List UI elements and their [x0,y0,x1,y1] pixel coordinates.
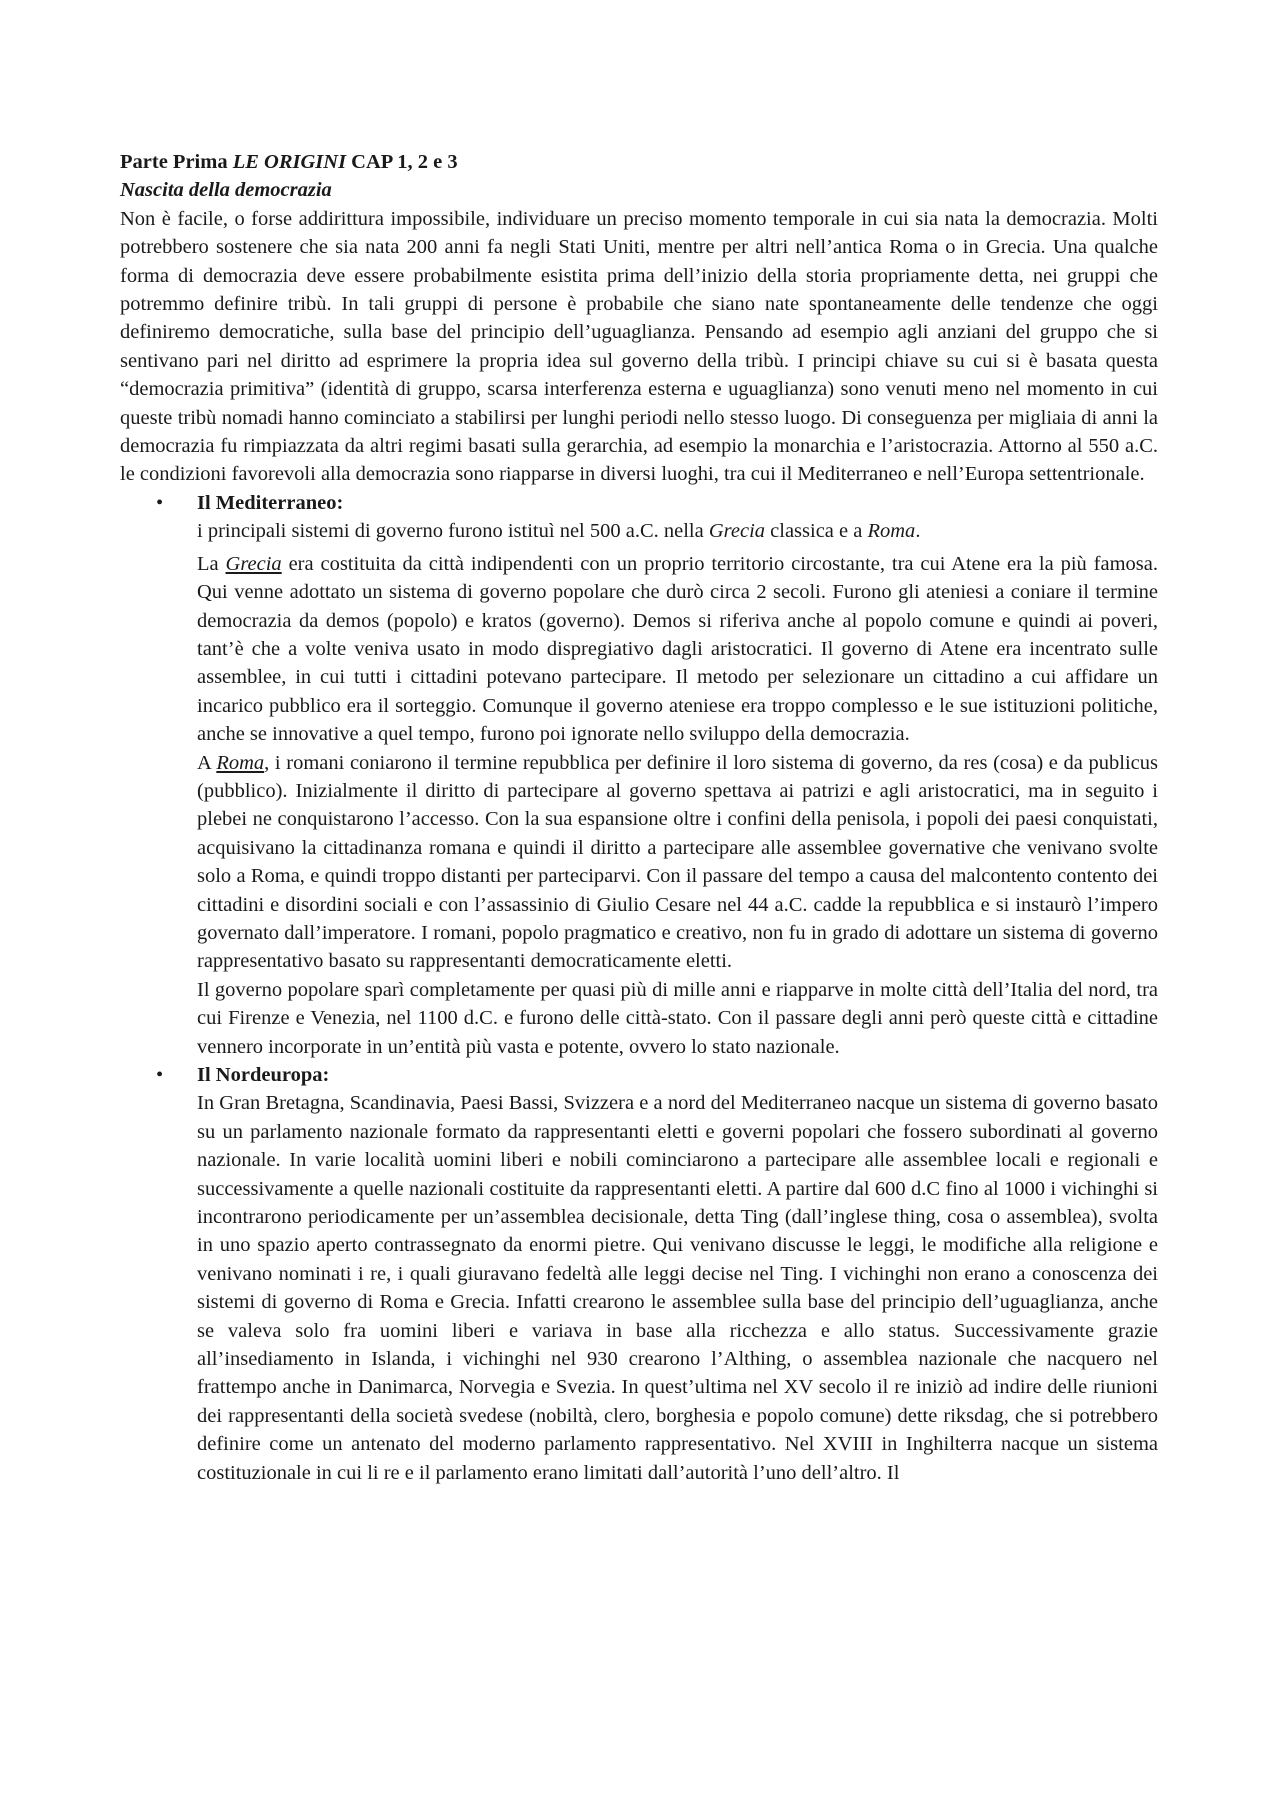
lead-text-3: . [915,520,921,543]
grecia-text: era costituita da città indipendenti con un proprio territorio circostante, tra cui Atene era la più famosa. Qui venne adottato un sistema di governo popolare che durò circa 2 secoli. Furono gli ateniesi a coniare il termine democrazia da demos (popolo) e kratos (governo). Demos si riferiva anche al popolo comune e quindi ai poveri, tant’è che a volte veniva usato in modo dispregiativo dagli aristocratici. Il governo di Atene era incentrato sulle assemblee, in cui tutti i cittadini potevano partecipare. Il metodo per selezionare un cittadino a cui affidare un incarico pubblico era il sorteggio. Comunque il governo ateniese era troppo complesso e le sue istituzioni politiche, anche se innovative a quel tempo, furono poi ignorate nello sviluppo della democrazia. [197,552,1158,746]
section-mediterraneo [120,489,1158,1061]
lead-grecia: Grecia [708,520,766,543]
bullet-icon: • [156,491,164,514]
part-title: LE ORIGINI [232,151,347,173]
nordeuropa-paragraph: In Gran Bretagna, Scandinavia, Paesi Bassi, Svizzera e a nord del Mediterraneo nacque un sistema di governo basato su un parlamento nazionale formato da rappresentanti eletti e governi popolari che fossero subordinati al governo nazionale. In varie località uomini liberi e nobili cominciarono a partecipare alle assemblee locali e regionali e successivamente a quelle nazionali costituite da rappresentanti eletti. A partire dal 600 d.C fino al 1000 i vichinghi si incontrarono periodicamente per un’assemblea decisionale, detta Ting (dall’inglese thing, cosa o assemblea), svolta in uno spazio aperto contrassegnato da enormi pietre. Qui venivano discusse le leggi, le modifiche alla religione e venivano nominati i re, i quali giuravano fedeltà alle leggi decise nel Ting. I vichinghi non erano a conoscenza dei sistemi di governo di Roma e Grecia. Infatti crearono le assemblee sulla base del principio dell’uguaglianza, anche se valeva solo fra uomini liberi e variava in base alla ricchezza e allo status. Successivamente grazie all’insediamento in Islanda, i vichinghi nel 930 crearono l’Althing, o assemblea nazionale che nacquero nel frattempo anche in Danimarca, Norvegia e Svezia. In quest’ultima nel XV secolo il re iniziò ad indire delle riunioni dei rappresentanti della società svedese (nobiltà, clero, borghesia e popolo comune) dette riksdag, che si potrebbero definire come un antenato del moderno parlamento rappresentativo. Nel XVIII in Inghilterra nacque un sistema costituzionale in cui li re e il parlamento erano limitati dall’autorità l’uno dell’altro. Il [197,1092,1158,1484]
part-label: Parte Prima [120,151,228,173]
roma-link[interactable]: Roma [216,751,265,774]
italia-paragraph: Il governo popolare sparì completamente per quasi più di mille anni e riapparve in molte città dell’Italia del nord, tra cui Firenze e Venezia, nel 1100 d.C. e furono delle città-stato. Con il passare degli anni però queste città e cittadine vennero incorporate in un’entità più vasta e potente, ovvero lo stato nazionale. [197,978,1158,1058]
mediterraneo-lead [197,517,1158,545]
lead-roma: Roma [867,520,916,543]
bullet-icon: • [156,1064,164,1086]
section-nordeuropa [120,1061,1158,1487]
grecia-link[interactable]: Grecia [225,552,282,575]
chapters-label: CAP 1, 2 e 3 [351,151,458,173]
section-title-nordeuropa: Il Nordeuropa: [197,1064,330,1086]
chapter-heading [120,148,1158,176]
document-content [120,148,1158,1487]
roma-prefix: A [197,751,217,774]
section-list [120,489,1158,1487]
section-subtitle: Nascita della democrazia [120,179,332,202]
grecia-paragraph [197,550,1158,749]
roma-text: , i romani coniarono il termine repubblica per definire il loro sistema di governo, da res (cosa) e da publicus (pubblico). Inizialmente il diritto di partecipare al governo spettava ai patrizi e agli aristocratici, ma in seguito i plebei ne conquistarono l’accesso. Con la sua espansione oltre i confini della penisola, i popoli dei paesi conquistati, acquisivano la cittadinanza romana e quindi il diritto a partecipare alle assemblee governative che venivano svolte solo a Roma, e quindi troppo distanti per parteciparvi. Con il passare del tempo a causa del malcontento contento dei cittadini e disordini sociali e con l’assassinio di Giulio Cesare nel 44 a.C. cadde la repubblica e si instaurò l’impero governato dall’imperatore. I romani, popolo pragmatico e creativo, non fu in grado di adottare un sistema di governo rappresentativo basato su rappresentanti democraticamente eletti. [197,751,1159,973]
section-title-mediterraneo: Il Mediterraneo: [197,491,344,514]
roma-paragraph [197,749,1158,976]
intro-paragraph: Non è facile, o forse addirittura impossibile, individuare un preciso momento temporale in cui sia nata la democrazia. Molti potrebbero sostenere che sia nata 200 anni fa negli Stati Uniti, mentre per altri nell’antica Roma o in Grecia. Una qualche forma di democrazia deve essere probabilmente esistita prima dell’inizio della storia propriamente detta, nei gruppi che potremmo definire tribù. In tali gruppi di persone è probabile che siano nate spontaneamente delle tendenze che oggi definiremo democratiche, sulla base del principio dell’uguaglianza. Pensando ad esempio agli anziani del gruppo che si sentivano pari nel diritto ad esprimere la propria idea sul governo della tribù. I principi chiave su cui si è basata questa “democrazia primitiva” (identità di gruppo, scarsa interferenza esterna e uguaglianza) sono venuti meno nel momento in cui queste tribù nomadi hanno cominciato a stabilirsi per lunghi periodi nello stesso luogo. Di conseguenza per migliaia di anni la democrazia fu rimpiazzata da altri regimi basati sulla gerarchia, ad esempio la monarchia e l’aristocrazia. Attorno al 550 a.C. le condizioni favorevoli alla democrazia sono riapparse in diversi luoghi, tra cui il Mediterraneo e nell’Europa settentrionale. [120,207,1158,486]
lead-text-2: classica e a [765,520,868,543]
lead-text-1: i principali sistemi di governo furono istituì nel 500 a.C. nella [197,520,709,543]
grecia-prefix: La [197,552,226,575]
